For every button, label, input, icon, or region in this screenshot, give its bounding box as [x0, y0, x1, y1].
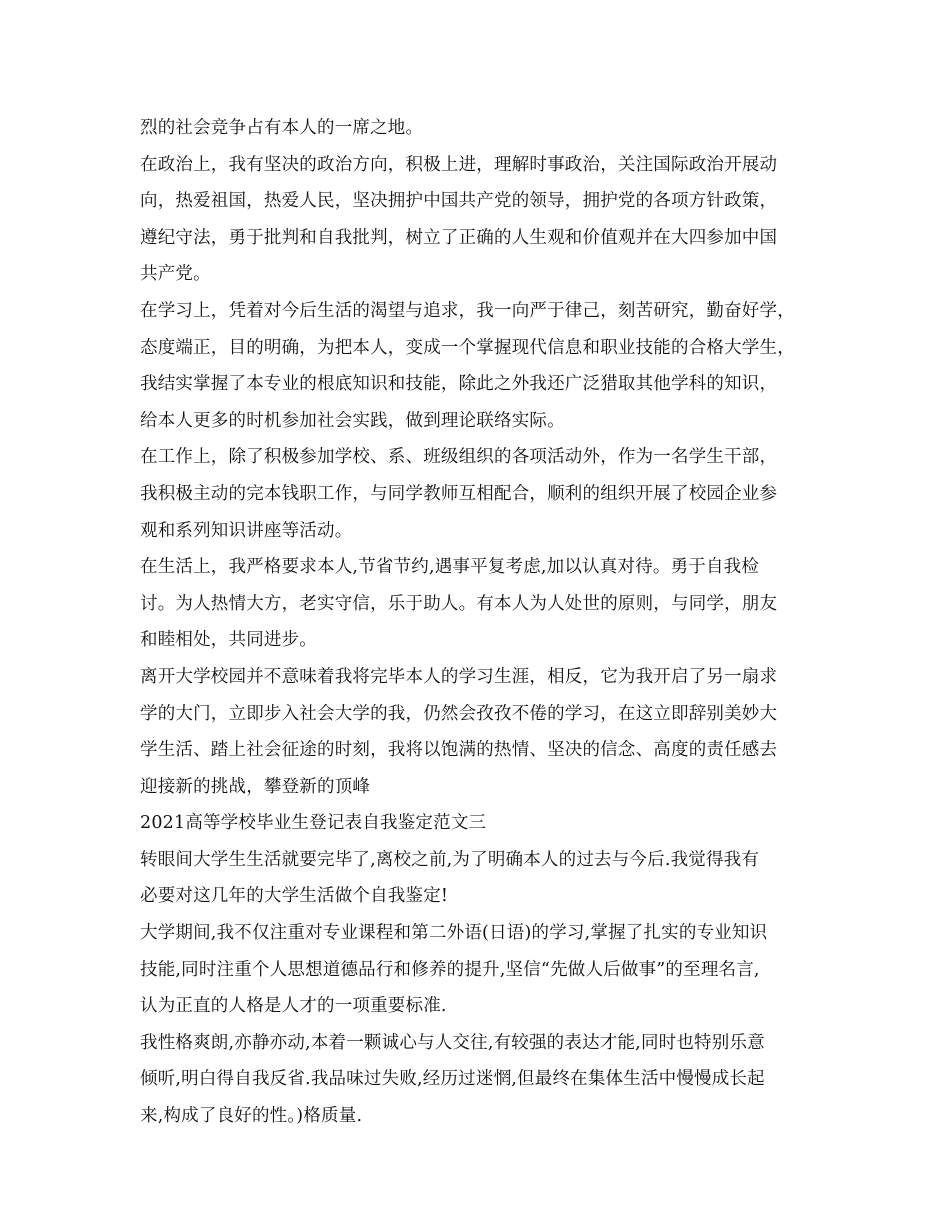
section-heading: 2021高等学校毕业生登记表自我鉴定范文三: [140, 813, 487, 834]
text-line: 我结实掌握了本专业的根底知识和技能，除此之外我还广泛猎取其他学科的知识，: [140, 374, 778, 395]
text-line: 认为正直的人格是人才的一项重要标准.: [140, 996, 447, 1017]
text-line: 离开大学校园并不意味着我将完毕本人的学习生涯，相反，它为我开启了另一扇求: [140, 666, 778, 687]
text-line: 技能,同时注重个人思想道德品行和修养的提升,坚信“先做人后做事”的至理名言,: [140, 959, 760, 980]
text-line: 在学习上，凭着对今后生活的渴望与追求，我一向严于律己，刻苦研究，勤奋好学，: [140, 300, 795, 321]
text-line: 和睦相处，共同进步。: [140, 630, 317, 651]
text-line: 在生活上，我严格要求本人,节省节约,遇事平复考虑,加以认真对待。勇于自我检: [140, 557, 760, 578]
text-line: 在工作上，除了积极参加学校、系、班级组织的各项活动外，作为一名学生干部，: [140, 447, 778, 468]
text-line: 给本人更多的时机参加社会实践，做到理论联络实际。: [140, 410, 565, 431]
text-line: 共产党。: [140, 264, 211, 285]
text-line: 遵纪守法，勇于批判和自我批判，树立了正确的人生观和价值观并在大四参加中国: [140, 227, 778, 248]
text-line: 烈的社会竞争占有本人的一席之地。: [140, 118, 424, 138]
text-line: 学生活、踏上社会征途的时刻，我将以饱满的热情、坚决的信念、高度的责任感去: [140, 740, 778, 761]
text-line: 讨。为人热情大方，老实守信，乐于助人。有本人为人处世的原则，与同学，朋友: [140, 593, 778, 614]
text-line: 在政治上，我有坚决的政治方向，积极上进，理解时事政治，关注国际政治开展动: [140, 154, 778, 175]
text-line: 向，热爱祖国，热爱人民，坚决拥护中国共产党的领导，拥护党的各项方针政策，: [140, 191, 778, 212]
text-line: 转眼间大学生生活就要完毕了,离校之前,为了明确本人的过去与今后.我觉得我有: [140, 849, 760, 870]
text-line: 观和系列知识讲座等活动。: [140, 520, 353, 541]
text-line: 倾听,明白得自我反省.我品味过失败,经历过迷惘,但最终在集体生活中慢慢成长起: [140, 1069, 765, 1090]
text-line: 态度端正，目的明确，为把本人，变成一个掌握现代信息和职业技能的合格大学生，: [140, 337, 795, 358]
document-body: [140, 110, 830, 1135]
text-line: 迎接新的挑战，攀登新的顶峰: [140, 776, 371, 797]
text-line: 来,构成了良好的性。)格质量.: [140, 1106, 363, 1127]
text-line: 我积极主动的完本钱职工作，与同学教师互相配合，顺利的组织开展了校园企业参: [140, 483, 778, 504]
text-line: 学的大门，立即步入社会大学的我，仍然会孜孜不倦的学习，在这立即辞别美妙大: [140, 703, 778, 724]
text-line: 我性格爽朗,亦静亦动,本着一颗诚心与人交往,有较强的表达才能,同时也特别乐意: [140, 1032, 765, 1053]
text-line: 必要对这几年的大学生活做个自我鉴定!: [140, 886, 449, 907]
text-line: 大学期间,我不仅注重对专业课程和第二外语(日语)的学习,掌握了扎实的专业知识: [140, 923, 768, 944]
